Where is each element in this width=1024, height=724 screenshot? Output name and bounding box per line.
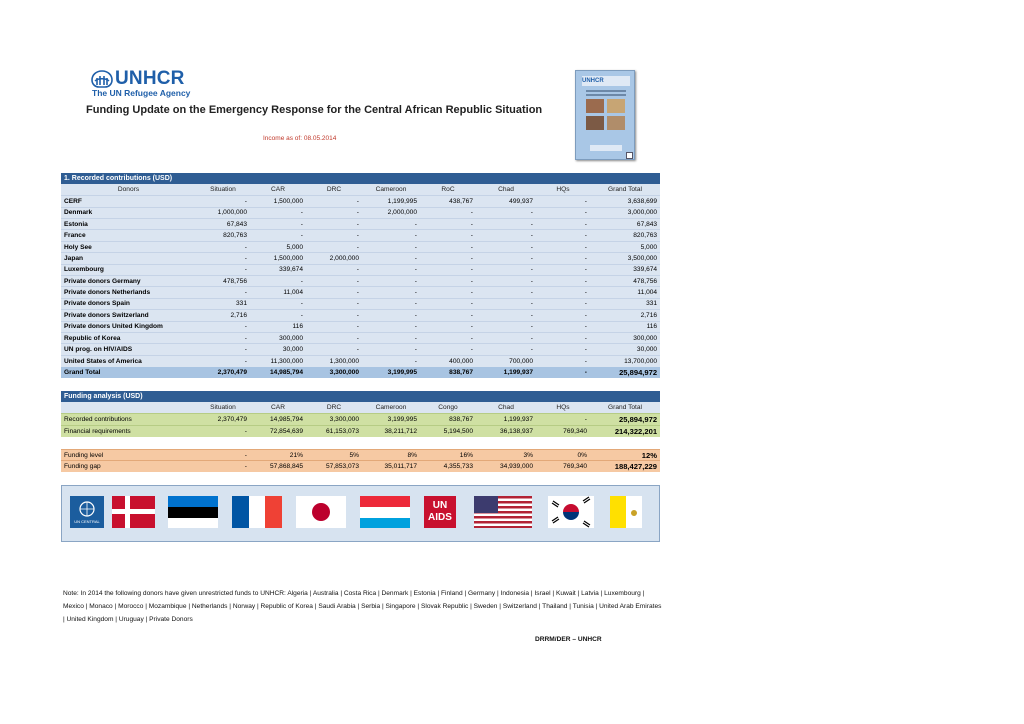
- cell-value: -: [420, 332, 476, 343]
- cell-value: 820,763: [196, 230, 250, 241]
- cell-value: 3,000,000: [590, 207, 660, 218]
- table-row: [61, 264, 660, 275]
- cell-value: -: [536, 321, 590, 332]
- cell-value: 188,427,229: [590, 461, 660, 472]
- cell-value: -: [306, 230, 362, 241]
- row-label: Private donors Switzerland: [61, 310, 196, 321]
- cell-value: 13,700,000: [590, 355, 660, 366]
- cell-value: 1,500,000: [250, 253, 306, 264]
- contributions-table: [61, 173, 660, 378]
- cell-value: -: [536, 355, 590, 366]
- cell-value: 769,340: [536, 461, 590, 472]
- cell-value: -: [306, 287, 362, 298]
- cell-value: -: [306, 344, 362, 355]
- korea-flag-icon: [548, 496, 594, 528]
- row-label: Financial requirements: [61, 425, 196, 436]
- cell-value: 11,300,000: [250, 355, 306, 366]
- cell-value: 3,300,000: [306, 367, 362, 378]
- cell-value: -: [306, 241, 362, 252]
- cell-value: -: [420, 344, 476, 355]
- cell-value: -: [196, 450, 250, 461]
- row-label: Private donors United Kingdom: [61, 321, 196, 332]
- income-date: Income as of: 08.05.2014: [263, 135, 337, 142]
- holy-see-flag-icon: [610, 496, 642, 528]
- cell-value: -: [196, 287, 250, 298]
- cell-value: -: [362, 253, 420, 264]
- analysis-section-title: Funding analysis (USD): [61, 391, 660, 402]
- recorded-contributions-row: [61, 414, 660, 425]
- cell-value: 14,985,794: [250, 414, 306, 425]
- cell-value: 438,767: [420, 196, 476, 207]
- cell-value: -: [306, 276, 362, 287]
- financial-requirements-row: [61, 425, 660, 436]
- cell-value: HQs: [536, 402, 590, 413]
- row-label: UN prog. on HIV/AIDS: [61, 344, 196, 355]
- row-label: Private donors Spain: [61, 298, 196, 309]
- row-label: France: [61, 230, 196, 241]
- cell-value: 339,674: [590, 264, 660, 275]
- row-label: Grand Total: [61, 367, 196, 378]
- cell-value: -: [420, 219, 476, 230]
- cell-value: -: [476, 310, 536, 321]
- cell-value: -: [476, 253, 536, 264]
- table-row: [61, 276, 660, 287]
- cell-value: -: [536, 298, 590, 309]
- cell-value: 25,894,972: [590, 414, 660, 425]
- cell-value: -: [536, 264, 590, 275]
- cell-value: -: [536, 344, 590, 355]
- contributions-section-header: [61, 173, 660, 184]
- cell-value: 478,756: [590, 276, 660, 287]
- table-row: [61, 207, 660, 218]
- table-row: [61, 332, 660, 343]
- table-row: [61, 344, 660, 355]
- donor-flags-strip: [61, 485, 660, 542]
- cell-value: -: [536, 367, 590, 378]
- table-row: [61, 355, 660, 366]
- cell-value: 2,000,000: [306, 253, 362, 264]
- row-label: Holy See: [61, 241, 196, 252]
- analysis-column-header: [61, 402, 660, 413]
- cell-value: -: [306, 310, 362, 321]
- cell-value: -: [476, 230, 536, 241]
- table-row: [61, 196, 660, 207]
- cell-value: CAR: [250, 184, 306, 195]
- cell-value: -: [250, 230, 306, 241]
- cell-value: 1,000,000: [196, 207, 250, 218]
- cell-value: -: [196, 264, 250, 275]
- cell-value: 1,199,937: [476, 414, 536, 425]
- unrestricted-donors-note: Note: In 2014 the following donors have given unrestricted funds to UNHCR: Algeria | Australia | Costa Rica | Denmark | Estonia | Finland | Germany | Indonesia | Israel | Kuwait | Latvia | Luxembourg | Mexico | Monaco | Morocco | Mozambique | Netherlands | Norway | Republic of Korea | Saudi Arabia | Serbia | Singapore | Slovak Republic | Sweden | Switzerland | Thailand | Tunisia | United Arab Emirates | United Kingdom | Uruguay | Private Donors: [63, 590, 662, 623]
- cell-value: Congo: [420, 402, 476, 413]
- cell-value: -: [476, 276, 536, 287]
- cell-value: -: [536, 207, 590, 218]
- cell-value: -: [476, 219, 536, 230]
- cell-value: -: [196, 332, 250, 343]
- unaids-logo-icon: [424, 496, 456, 528]
- funding-gap-table: [61, 449, 660, 472]
- cell-value: 400,000: [420, 355, 476, 366]
- cell-value: 300,000: [250, 332, 306, 343]
- row-label: Luxembourg: [61, 264, 196, 275]
- cell-value: -: [306, 219, 362, 230]
- unhcr-emblem-icon: [90, 69, 114, 89]
- cell-value: -: [536, 219, 590, 230]
- cell-value: -: [362, 219, 420, 230]
- cell-value: -: [250, 298, 306, 309]
- cell-value: -: [476, 298, 536, 309]
- usa-flag-icon: [474, 496, 532, 528]
- cell-value: 1,300,000: [306, 355, 362, 366]
- cell-value: -: [420, 287, 476, 298]
- cell-value: 11,004: [250, 287, 306, 298]
- cell-value: -: [420, 310, 476, 321]
- cell-value: 34,939,000: [476, 461, 536, 472]
- cell-value: -: [362, 230, 420, 241]
- table-row: [61, 310, 660, 321]
- cell-value: 3,199,995: [362, 367, 420, 378]
- cerf-logo-icon: [70, 496, 104, 528]
- cell-value: -: [420, 321, 476, 332]
- cell-value: 38,211,712: [362, 425, 420, 436]
- cell-value: -: [250, 310, 306, 321]
- cell-value: -: [420, 253, 476, 264]
- cell-value: -: [476, 344, 536, 355]
- cell-value: CAR: [250, 402, 306, 413]
- cell-value: 339,674: [250, 264, 306, 275]
- cell-value: 3,638,699: [590, 196, 660, 207]
- cell-value: -: [196, 461, 250, 472]
- row-label: Private donors Netherlands: [61, 287, 196, 298]
- cell-value: 700,000: [476, 355, 536, 366]
- cell-value: 3,300,000: [306, 414, 362, 425]
- cell-value: 499,937: [476, 196, 536, 207]
- contributions-section-title: 1. Recorded contributions (USD): [61, 173, 660, 184]
- cell-value: 116: [590, 321, 660, 332]
- cell-value: Chad: [476, 402, 536, 413]
- cell-value: Chad: [476, 184, 536, 195]
- cell-value: -: [476, 321, 536, 332]
- cell-value: 5%: [306, 450, 362, 461]
- cell-value: 1,199,995: [362, 196, 420, 207]
- logo-name: UNHCR: [115, 68, 185, 89]
- cell-value: -: [196, 425, 250, 436]
- cell-value: 16%: [420, 450, 476, 461]
- cell-value: 3%: [476, 450, 536, 461]
- row-label: Funding gap: [61, 461, 196, 472]
- cell-value: 67,843: [590, 219, 660, 230]
- cell-value: 214,322,201: [590, 425, 660, 436]
- grand-total-row: [61, 367, 660, 378]
- cell-value: 478,756: [196, 276, 250, 287]
- japan-flag-icon: [296, 496, 346, 528]
- row-label: Republic of Korea: [61, 332, 196, 343]
- cell-value: -: [420, 264, 476, 275]
- cell-value: Situation: [196, 402, 250, 413]
- cell-value: 57,868,845: [250, 461, 306, 472]
- cell-value: -: [306, 298, 362, 309]
- cell-value: Grand Total: [590, 402, 660, 413]
- cell-value: -: [306, 332, 362, 343]
- cell-value: -: [420, 276, 476, 287]
- table-row: [61, 321, 660, 332]
- cell-value: 1,500,000: [250, 196, 306, 207]
- table-row: [61, 230, 660, 241]
- cell-value: -: [476, 332, 536, 343]
- cell-value: -: [362, 287, 420, 298]
- cell-value: -: [196, 241, 250, 252]
- cell-value: -: [420, 207, 476, 218]
- row-label: United States of America: [61, 355, 196, 366]
- row-label: Donors: [61, 184, 196, 195]
- cerf-label: UN CENTRAL: [74, 519, 100, 524]
- cell-value: 300,000: [590, 332, 660, 343]
- estonia-flag-icon: [168, 496, 218, 528]
- cell-value: -: [362, 321, 420, 332]
- table-row: [61, 287, 660, 298]
- cell-value: 331: [590, 298, 660, 309]
- cell-value: -: [250, 219, 306, 230]
- analysis-section-header: [61, 391, 660, 402]
- unaids-line2: AIDS: [428, 512, 452, 523]
- cell-value: 61,153,073: [306, 425, 362, 436]
- unhcr-logo: [90, 68, 200, 98]
- cell-value: 30,000: [250, 344, 306, 355]
- cell-value: 3,500,000: [590, 253, 660, 264]
- row-label: Private donors Germany: [61, 276, 196, 287]
- cell-value: -: [196, 196, 250, 207]
- france-flag-icon: [232, 496, 282, 528]
- page-title: Funding Update on the Emergency Response for the Central African Republic Situation: [86, 104, 543, 116]
- cell-value: -: [306, 264, 362, 275]
- cell-value: -: [536, 196, 590, 207]
- cell-value: 35,011,717: [362, 461, 420, 472]
- footer-code: DRRM/DER – UNHCR: [535, 636, 602, 643]
- cell-value: -: [250, 276, 306, 287]
- contributions-column-header: [61, 184, 660, 195]
- cell-value: -: [196, 355, 250, 366]
- cell-value: -: [536, 253, 590, 264]
- cell-value: -: [196, 253, 250, 264]
- cell-value: 5,194,500: [420, 425, 476, 436]
- row-label: Japan: [61, 253, 196, 264]
- cell-value: -: [536, 276, 590, 287]
- cell-value: 2,000,000: [362, 207, 420, 218]
- cell-value: -: [536, 230, 590, 241]
- cell-value: Grand Total: [590, 184, 660, 195]
- cell-value: -: [306, 196, 362, 207]
- table-row: [61, 253, 660, 264]
- cell-value: RoC: [420, 184, 476, 195]
- cell-value: 2,716: [590, 310, 660, 321]
- cell-value: 838,767: [420, 414, 476, 425]
- cell-value: 3,199,995: [362, 414, 420, 425]
- cell-value: 2,370,479: [196, 414, 250, 425]
- cell-value: -: [362, 310, 420, 321]
- funding-level-row: [61, 450, 660, 461]
- row-label: Denmark: [61, 207, 196, 218]
- cell-value: 838,767: [420, 367, 476, 378]
- cell-value: 12%: [590, 450, 660, 461]
- cell-value: -: [536, 241, 590, 252]
- cell-value: 67,843: [196, 219, 250, 230]
- thumbnail-label: UNHCR: [582, 76, 630, 86]
- cell-value: -: [362, 276, 420, 287]
- table-row: [61, 219, 660, 230]
- luxembourg-flag-icon: [360, 496, 410, 528]
- cell-value: -: [420, 298, 476, 309]
- row-label: CERF: [61, 196, 196, 207]
- cell-value: 5,000: [590, 241, 660, 252]
- cell-value: 5,000: [250, 241, 306, 252]
- cell-value: -: [536, 287, 590, 298]
- cell-value: 0%: [536, 450, 590, 461]
- cell-value: 25,894,972: [590, 367, 660, 378]
- row-label: Recorded contributions: [61, 414, 196, 425]
- cell-value: -: [362, 298, 420, 309]
- cell-value: HQs: [536, 184, 590, 195]
- cell-value: -: [362, 332, 420, 343]
- cell-value: -: [196, 344, 250, 355]
- cell-value: 1,199,937: [476, 367, 536, 378]
- report-cover-thumbnail[interactable]: [575, 70, 635, 160]
- cell-value: 21%: [250, 450, 306, 461]
- funding-gap-row: [61, 461, 660, 472]
- cell-value: Situation: [196, 184, 250, 195]
- cell-value: 30,000: [590, 344, 660, 355]
- row-label: Funding level: [61, 450, 196, 461]
- funding-analysis-table: [61, 391, 660, 437]
- cell-value: -: [476, 287, 536, 298]
- cell-value: -: [362, 344, 420, 355]
- cell-value: -: [362, 241, 420, 252]
- cell-value: Cameroon: [362, 184, 420, 195]
- cell-value: 2,716: [196, 310, 250, 321]
- cell-value: Cameroon: [362, 402, 420, 413]
- cell-value: 57,853,073: [306, 461, 362, 472]
- document-icon: [626, 152, 633, 159]
- cell-value: -: [420, 230, 476, 241]
- cell-value: 4,355,733: [420, 461, 476, 472]
- denmark-flag-icon: [112, 496, 155, 528]
- cell-value: 8%: [362, 450, 420, 461]
- row-label: Estonia: [61, 219, 196, 230]
- cell-value: 116: [250, 321, 306, 332]
- cell-value: -: [420, 241, 476, 252]
- cell-value: -: [536, 414, 590, 425]
- cell-value: 72,854,639: [250, 425, 306, 436]
- cell-value: -: [362, 355, 420, 366]
- cell-value: 36,138,937: [476, 425, 536, 436]
- cell-value: -: [476, 207, 536, 218]
- cell-value: -: [306, 207, 362, 218]
- cell-value: DRC: [306, 184, 362, 195]
- logo-tagline: The UN Refugee Agency: [92, 88, 191, 98]
- cell-value: -: [476, 264, 536, 275]
- cell-value: -: [362, 264, 420, 275]
- cell-value: 769,340: [536, 425, 590, 436]
- cell-value: -: [250, 207, 306, 218]
- table-row: [61, 241, 660, 252]
- cell-value: DRC: [306, 402, 362, 413]
- unaids-line1: UN: [432, 500, 448, 511]
- cell-value: 331: [196, 298, 250, 309]
- cell-value: -: [196, 321, 250, 332]
- cell-value: 11,004: [590, 287, 660, 298]
- cell-value: -: [306, 321, 362, 332]
- table-row: [61, 298, 660, 309]
- row-label: [61, 402, 196, 413]
- cell-value: 14,985,794: [250, 367, 306, 378]
- cell-value: -: [476, 241, 536, 252]
- cell-value: -: [536, 310, 590, 321]
- cell-value: 820,763: [590, 230, 660, 241]
- cell-value: -: [536, 332, 590, 343]
- cell-value: 2,370,479: [196, 367, 250, 378]
